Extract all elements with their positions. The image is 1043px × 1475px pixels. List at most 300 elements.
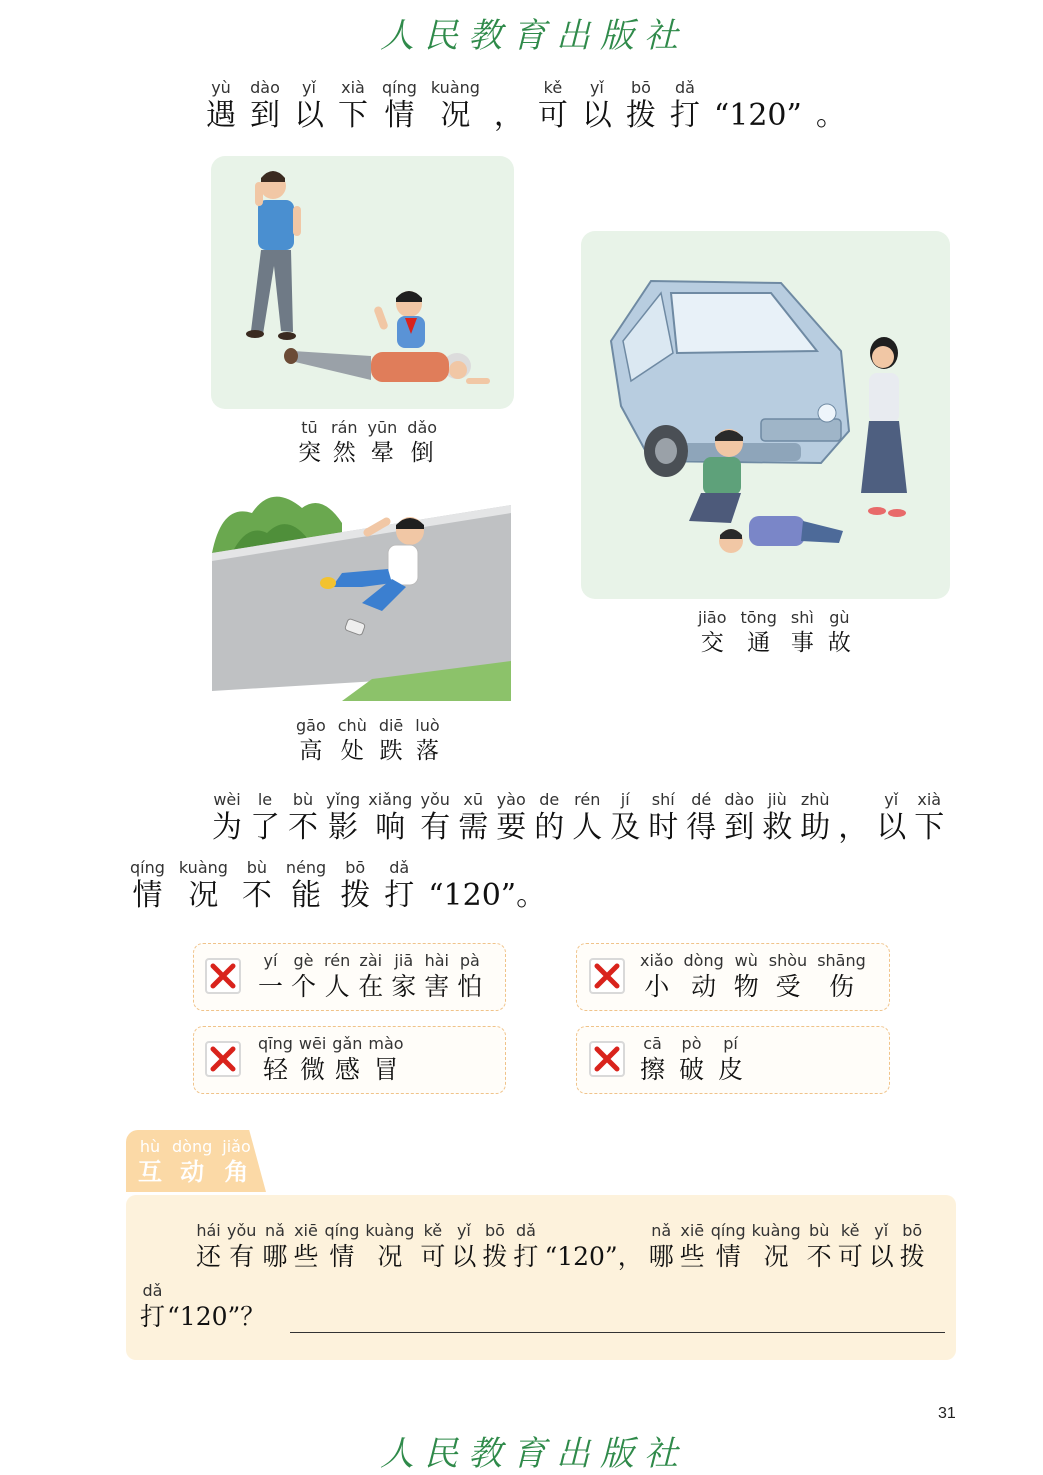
hanzi: 动 bbox=[691, 972, 717, 1001]
hanzi: 家 bbox=[391, 972, 417, 1001]
hanzi: 下 bbox=[338, 98, 368, 133]
ruby-word bbox=[296, 716, 326, 766]
ruby-word bbox=[649, 1221, 674, 1273]
ruby-word bbox=[420, 1221, 445, 1273]
hanzi: 交 bbox=[700, 630, 724, 656]
ruby-word bbox=[572, 790, 602, 846]
hanzi: “120” bbox=[713, 98, 802, 133]
hanzi: 以 bbox=[876, 810, 907, 845]
hanzi: 。 bbox=[815, 98, 846, 133]
ruby-word bbox=[640, 1034, 665, 1086]
pinyin bbox=[506, 78, 511, 98]
ruby-word bbox=[680, 1221, 705, 1273]
pinyin bbox=[755, 78, 760, 98]
hanzi: 跌 bbox=[379, 738, 403, 764]
pinyin: jiǎo bbox=[222, 1137, 251, 1156]
pinyin: xiǎo bbox=[640, 951, 674, 970]
ruby-word bbox=[816, 78, 846, 134]
ruby-word bbox=[242, 858, 272, 914]
ruby-word bbox=[482, 1221, 507, 1273]
hanzi: 突 bbox=[298, 440, 321, 466]
hanzi: 在 bbox=[358, 972, 384, 1001]
pinyin: dǎ bbox=[389, 858, 410, 877]
hanzi: 情 bbox=[384, 98, 415, 133]
ruby-word bbox=[610, 790, 640, 846]
hanzi: 需 bbox=[458, 810, 489, 845]
ruby-word bbox=[196, 1221, 221, 1273]
hanzi: 响 bbox=[375, 810, 406, 845]
ruby-word bbox=[431, 78, 480, 134]
cross-icon bbox=[205, 958, 241, 994]
ruby-word bbox=[538, 78, 568, 134]
hudong-title bbox=[138, 1137, 261, 1187]
hanzi: 有 bbox=[229, 1242, 255, 1271]
pinyin: yǐ bbox=[302, 78, 316, 97]
pinyin: yǐng bbox=[326, 790, 361, 809]
pinyin: nǎ bbox=[651, 1221, 672, 1240]
case-text-scraped-skin bbox=[640, 1034, 757, 1086]
pinyin: gǎn bbox=[332, 1034, 363, 1053]
publisher-footer: 人民教育出版社 bbox=[380, 1434, 688, 1474]
case-text-alone-scared bbox=[258, 951, 490, 1003]
pinyin: qíng bbox=[324, 1221, 360, 1240]
hanzi: 况 bbox=[188, 878, 219, 913]
pinyin: yǒu bbox=[227, 1221, 257, 1240]
hanzi: 害 bbox=[424, 972, 450, 1001]
ruby-word bbox=[711, 1221, 746, 1273]
ruby-word bbox=[513, 1221, 538, 1273]
pinyin: bō bbox=[902, 1221, 923, 1240]
hanzi: 的 bbox=[534, 810, 565, 845]
ruby-word bbox=[326, 790, 360, 846]
pinyin: dǎ bbox=[515, 1221, 536, 1240]
fall-illustration bbox=[212, 483, 511, 701]
pinyin: néng bbox=[285, 858, 327, 877]
pinyin: kě bbox=[423, 1221, 443, 1240]
hanzi: 皮 bbox=[718, 1055, 744, 1084]
ruby-word bbox=[365, 1221, 414, 1273]
hanzi: 影 bbox=[328, 810, 359, 845]
man-shirt bbox=[258, 200, 294, 250]
ruby-word bbox=[769, 951, 807, 1003]
pinyin: dé bbox=[691, 790, 712, 809]
hanzi: 遇 bbox=[206, 98, 236, 133]
pinyin: dòng bbox=[683, 951, 724, 970]
answer-line[interactable] bbox=[290, 1332, 945, 1333]
pinyin: gāo bbox=[296, 716, 326, 735]
pinyin: xiǎng bbox=[368, 790, 413, 809]
ruby-word bbox=[227, 1221, 256, 1273]
ruby-word bbox=[718, 1034, 743, 1086]
ruby-word bbox=[762, 790, 792, 846]
hanzi: 人 bbox=[572, 810, 603, 845]
hanzi: 伤 bbox=[828, 972, 854, 1001]
pinyin: bù bbox=[809, 1221, 830, 1240]
hanzi: 冒 bbox=[373, 1055, 399, 1084]
ruby-word bbox=[391, 951, 416, 1003]
ruby-word bbox=[876, 790, 906, 846]
pinyin bbox=[851, 790, 856, 810]
accident-caption bbox=[698, 608, 865, 658]
pinyin: yūn bbox=[367, 418, 398, 437]
hanzi: 些 bbox=[293, 1242, 319, 1271]
pinyin: luò bbox=[415, 716, 440, 735]
pinyin: dào bbox=[250, 78, 280, 97]
pinyin: rén bbox=[324, 951, 351, 970]
hanzi: 打 bbox=[140, 1302, 166, 1331]
hanzi: 一 bbox=[258, 972, 284, 1001]
ruby-word bbox=[828, 608, 851, 658]
hanzi: 打 bbox=[384, 878, 415, 913]
pinyin: yǐ bbox=[456, 1221, 471, 1240]
pinyin: mào bbox=[368, 1034, 404, 1053]
ruby-word bbox=[670, 78, 700, 134]
ruby-word bbox=[288, 790, 318, 846]
elder-shirt bbox=[371, 352, 449, 382]
pinyin: dào bbox=[724, 790, 755, 809]
hanzi: 然 bbox=[332, 440, 356, 466]
ruby-word bbox=[640, 951, 674, 1003]
accident-illustration bbox=[581, 231, 950, 599]
pinyin: zài bbox=[359, 951, 383, 970]
hanzi: 可 bbox=[837, 1242, 863, 1271]
fall-caption bbox=[296, 716, 452, 766]
hanzi: 救 bbox=[762, 810, 793, 845]
ruby-word bbox=[752, 1221, 801, 1273]
pinyin: qíng bbox=[382, 78, 417, 97]
pinyin: kuàng bbox=[751, 1221, 801, 1240]
pinyin: dǎ bbox=[674, 78, 695, 97]
cross-icon bbox=[205, 1041, 241, 1077]
hanzi: 拨 bbox=[340, 878, 371, 913]
hanzi: 些 bbox=[679, 1242, 705, 1271]
ruby-word bbox=[286, 858, 326, 914]
ruby-word bbox=[140, 1281, 165, 1333]
pinyin: gù bbox=[829, 608, 850, 627]
pinyin: xiē bbox=[294, 1221, 318, 1240]
hanzi: 互 bbox=[138, 1158, 162, 1186]
ruby-word bbox=[384, 858, 414, 914]
pinyin: xū bbox=[463, 790, 484, 809]
hanzi: 怕 bbox=[457, 972, 483, 1001]
ruby-word bbox=[382, 78, 417, 134]
ruby-word bbox=[734, 951, 759, 1003]
ruby-word bbox=[407, 418, 437, 468]
ruby-word bbox=[172, 1137, 212, 1187]
pinyin bbox=[485, 858, 490, 878]
hanzi: 得 bbox=[686, 810, 717, 845]
ruby-word bbox=[179, 858, 228, 914]
hanzi: 物 bbox=[733, 972, 759, 1001]
hanzi: “120”？ bbox=[167, 1302, 266, 1331]
ruby-word bbox=[324, 951, 350, 1003]
pinyin: hài bbox=[424, 951, 449, 970]
hanzi: 人 bbox=[324, 972, 350, 1001]
ruby-word bbox=[415, 716, 439, 766]
hudong-question-line2 bbox=[140, 1281, 267, 1333]
pinyin bbox=[214, 1281, 219, 1301]
pinyin: xiē bbox=[680, 1221, 705, 1240]
hudong-question-line1 bbox=[196, 1221, 931, 1273]
pinyin: bù bbox=[292, 790, 314, 809]
pinyin: xià bbox=[917, 790, 942, 809]
pinyin: wēi bbox=[298, 1034, 327, 1053]
hanzi: 可 bbox=[420, 1242, 446, 1271]
hanzi: “120”。 bbox=[428, 878, 547, 913]
ruby-word bbox=[838, 1221, 863, 1273]
hanzi: 轻 bbox=[262, 1055, 288, 1084]
pinyin: jiù bbox=[767, 790, 787, 809]
hanzi: 感 bbox=[334, 1055, 360, 1084]
hanzi: ， bbox=[838, 810, 869, 845]
hanzi: 以 bbox=[868, 1242, 894, 1271]
pinyin: shí bbox=[651, 790, 675, 809]
pinyin: qíng bbox=[130, 858, 165, 877]
hanzi: 不 bbox=[288, 810, 318, 845]
hanzi: 下 bbox=[914, 810, 945, 845]
hanzi: 及 bbox=[610, 810, 641, 845]
hanzi: 个 bbox=[291, 972, 317, 1001]
hanzi: 落 bbox=[415, 738, 439, 764]
hanzi: 晕 bbox=[370, 440, 394, 466]
ruby-word bbox=[800, 790, 830, 846]
ruby-word bbox=[138, 1137, 162, 1187]
ruby-word bbox=[358, 951, 383, 1003]
hanzi: 打 bbox=[513, 1242, 539, 1271]
pinyin: gè bbox=[293, 951, 314, 970]
ruby-word bbox=[791, 608, 814, 658]
hanzi: 到 bbox=[250, 98, 280, 133]
hanzi: 还 bbox=[196, 1242, 222, 1271]
pinyin: kuàng bbox=[430, 78, 480, 97]
ruby-word bbox=[648, 790, 678, 846]
pinyin: cā bbox=[643, 1034, 662, 1053]
pinyin: shòu bbox=[768, 951, 808, 970]
pinyin: shì bbox=[790, 608, 814, 627]
ruby-word bbox=[338, 716, 367, 766]
ruby-word bbox=[130, 858, 165, 914]
ruby-word bbox=[838, 790, 868, 846]
ruby-word bbox=[368, 418, 398, 468]
pinyin: pà bbox=[459, 951, 480, 970]
pinyin: nǎ bbox=[264, 1221, 285, 1240]
case-text-animal-hurt bbox=[640, 951, 876, 1003]
ruby-word bbox=[457, 951, 482, 1003]
hanzi: 拨 bbox=[625, 98, 656, 133]
hanzi: 故 bbox=[827, 630, 851, 656]
case-text-mild-cold bbox=[258, 1034, 410, 1086]
ruby-word bbox=[368, 1034, 403, 1086]
ruby-word bbox=[428, 858, 546, 914]
ruby-word bbox=[451, 1221, 476, 1273]
intro-sentence bbox=[206, 78, 860, 134]
hanzi: “120”， bbox=[544, 1242, 643, 1271]
ruby-word bbox=[258, 1034, 293, 1086]
pinyin: hù bbox=[139, 1137, 161, 1156]
ruby-word bbox=[250, 78, 280, 134]
pinyin: qíng bbox=[710, 1221, 746, 1240]
pinyin: rán bbox=[331, 418, 358, 437]
ruby-word bbox=[332, 1034, 362, 1086]
ruby-word bbox=[582, 78, 612, 134]
pinyin: jí bbox=[620, 790, 630, 809]
pinyin: qīng bbox=[258, 1034, 293, 1053]
pinyin: yào bbox=[496, 790, 526, 809]
pinyin: yǒu bbox=[420, 790, 450, 809]
pinyin: dòng bbox=[172, 1137, 213, 1156]
ruby-word bbox=[679, 1034, 704, 1086]
pinyin: jiāo bbox=[698, 608, 727, 627]
hudong-area bbox=[126, 1195, 956, 1360]
pinyin: le bbox=[257, 790, 273, 809]
hanzi: 为 bbox=[212, 810, 242, 845]
hanzi: 处 bbox=[340, 738, 364, 764]
pinyin: de bbox=[539, 790, 560, 809]
hanzi: 擦 bbox=[640, 1055, 666, 1084]
pinyin: kuàng bbox=[178, 858, 228, 877]
cross-icon bbox=[589, 1041, 625, 1077]
ruby-word bbox=[869, 1221, 894, 1273]
hanzi: 通 bbox=[747, 630, 771, 656]
pinyin: jiā bbox=[394, 951, 414, 970]
pinyin: kě bbox=[840, 1221, 860, 1240]
pinyin: tū bbox=[301, 418, 318, 437]
pinyin: kuàng bbox=[365, 1221, 415, 1240]
ruby-word bbox=[291, 951, 316, 1003]
hanzi: 打 bbox=[669, 98, 700, 133]
pinyin: bō bbox=[630, 78, 651, 97]
faint-caption bbox=[298, 418, 447, 468]
pinyin: yí bbox=[263, 951, 278, 970]
hanzi: 以 bbox=[581, 98, 612, 133]
pinyin: zhù bbox=[800, 790, 830, 809]
ruby-word bbox=[458, 790, 488, 846]
ruby-word bbox=[534, 790, 564, 846]
pinyin: xià bbox=[341, 78, 365, 97]
pinyin: pò bbox=[681, 1034, 702, 1053]
ruby-word bbox=[368, 790, 412, 846]
hanzi: 角 bbox=[224, 1158, 249, 1186]
ruby-word bbox=[258, 951, 283, 1003]
pinyin bbox=[591, 1221, 596, 1241]
hanzi: 以 bbox=[294, 98, 324, 133]
hanzi: 有 bbox=[420, 810, 451, 845]
ruby-word bbox=[331, 418, 358, 468]
hanzi: 高 bbox=[299, 738, 323, 764]
pinyin: bù bbox=[246, 858, 268, 877]
hanzi: 不 bbox=[241, 878, 272, 913]
hanzi: 况 bbox=[377, 1242, 403, 1271]
pinyin: dǎ bbox=[142, 1281, 163, 1300]
pinyin: pí bbox=[723, 1034, 738, 1053]
hanzi: 能 bbox=[291, 878, 322, 913]
pinyin: yǐ bbox=[589, 78, 604, 97]
ruby-word bbox=[206, 78, 236, 134]
hanzi: ， bbox=[493, 98, 524, 133]
pinyin: wù bbox=[734, 951, 758, 970]
ruby-word bbox=[250, 790, 280, 846]
pinyin bbox=[828, 78, 833, 98]
ruby-word bbox=[817, 951, 866, 1003]
para2-line2 bbox=[130, 858, 560, 914]
pinyin: yǐ bbox=[884, 790, 899, 809]
ruby-word bbox=[496, 790, 526, 846]
hanzi: 拨 bbox=[482, 1242, 508, 1271]
ruby-word bbox=[684, 951, 724, 1003]
ruby-word bbox=[167, 1281, 265, 1333]
hanzi: 小 bbox=[644, 972, 670, 1001]
faint-illustration bbox=[211, 156, 514, 409]
pinyin: chù bbox=[337, 716, 367, 735]
ruby-word bbox=[298, 418, 321, 468]
hanzi: 了 bbox=[250, 810, 280, 845]
ruby-word bbox=[914, 790, 944, 846]
hanzi: 不 bbox=[806, 1242, 832, 1271]
hanzi: 到 bbox=[724, 810, 755, 845]
ruby-word bbox=[626, 78, 656, 134]
ruby-word bbox=[740, 608, 776, 658]
hanzi: 哪 bbox=[648, 1242, 674, 1271]
hanzi: 拨 bbox=[899, 1242, 925, 1271]
ruby-word bbox=[340, 858, 370, 914]
ruby-word bbox=[222, 1137, 250, 1187]
ruby-word bbox=[900, 1221, 925, 1273]
pinyin: kě bbox=[543, 78, 563, 97]
hanzi: 动 bbox=[180, 1158, 205, 1186]
pinyin: yǐ bbox=[874, 1221, 889, 1240]
para2-line1 bbox=[212, 790, 952, 846]
publisher-header: 人民教育出版社 bbox=[380, 16, 688, 56]
ruby-word bbox=[299, 1034, 326, 1086]
ruby-word bbox=[294, 78, 324, 134]
ruby-word bbox=[338, 78, 368, 134]
pinyin: rén bbox=[574, 790, 601, 809]
ruby-word bbox=[424, 951, 449, 1003]
pinyin: wèi bbox=[213, 790, 241, 809]
ruby-word bbox=[714, 78, 802, 134]
hanzi: 哪 bbox=[262, 1242, 288, 1271]
ruby-word bbox=[544, 1221, 642, 1273]
hanzi: 况 bbox=[763, 1242, 789, 1271]
hanzi: 受 bbox=[775, 972, 801, 1001]
hanzi: 时 bbox=[648, 810, 679, 845]
hanzi: 况 bbox=[440, 98, 471, 133]
pinyin: dǎo bbox=[407, 418, 438, 437]
pinyin: shāng bbox=[817, 951, 866, 970]
pinyin: diē bbox=[378, 716, 404, 735]
ruby-word bbox=[262, 1221, 287, 1273]
pinyin: tōng bbox=[740, 608, 777, 627]
hanzi: 要 bbox=[496, 810, 527, 845]
hanzi: 情 bbox=[329, 1242, 355, 1271]
hanzi: 倒 bbox=[410, 440, 434, 466]
hanzi: 情 bbox=[715, 1242, 741, 1271]
ruby-word bbox=[324, 1221, 359, 1273]
ruby-word bbox=[494, 78, 524, 134]
pinyin: bō bbox=[484, 1221, 505, 1240]
cross-icon bbox=[589, 958, 625, 994]
ruby-word bbox=[686, 790, 716, 846]
hanzi: 破 bbox=[679, 1055, 705, 1084]
hanzi: 事 bbox=[790, 630, 814, 656]
ruby-word bbox=[698, 608, 726, 658]
hanzi: 以 bbox=[451, 1242, 477, 1271]
ruby-word bbox=[293, 1221, 318, 1273]
pinyin: yù bbox=[211, 78, 231, 97]
ruby-word bbox=[420, 790, 450, 846]
pinyin: hái bbox=[196, 1221, 221, 1240]
page-number: 31 bbox=[938, 1405, 956, 1422]
